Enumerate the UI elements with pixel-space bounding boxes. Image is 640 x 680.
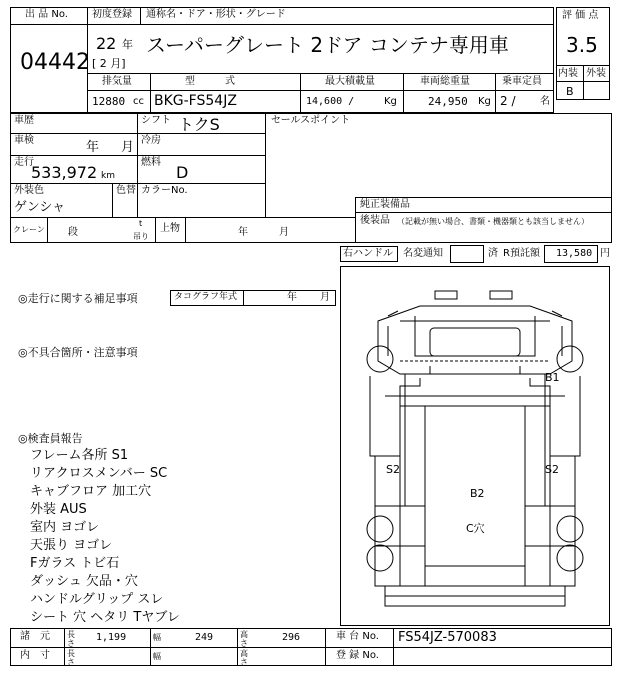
tachograph-year-unit: 年 <box>287 292 297 303</box>
truck-diagram <box>340 266 610 626</box>
color-change-label: 色替 <box>116 185 136 196</box>
gross-weight: 24,950 <box>428 95 468 108</box>
shift-value: トクS <box>178 115 220 134</box>
first-reg-month: [ 2 月] <box>92 57 126 70</box>
displacement-unit: cc <box>133 96 144 107</box>
crane-ton-unit: t <box>139 219 143 228</box>
color-label: 外装色 <box>14 185 44 196</box>
width-value: 249 <box>195 632 214 643</box>
gross-weight-unit: Kg <box>478 96 491 107</box>
capacity-unit: 名 <box>540 96 550 107</box>
width-label: 幅 <box>153 633 161 642</box>
inspector-line: リアクロスメンバー SC <box>30 466 168 481</box>
overall-grade: 3.5 <box>566 33 598 57</box>
fuel-value: D <box>176 163 189 182</box>
damage-b2: B2 <box>470 487 485 500</box>
gross-weight-label: 車両総重量 <box>420 76 470 87</box>
inspector-line: ハンドルグリップ スレ <box>30 592 164 607</box>
upper-month-unit: 月 <box>279 227 289 238</box>
max-load: 14,600 / <box>306 96 355 107</box>
inspector-line: ダッシュ 欠品・穴 <box>30 574 138 589</box>
inspector-line: 天張り ヨゴレ <box>30 538 113 553</box>
inner-height-label: 高さ <box>240 649 248 667</box>
damage-s2-left: S2 <box>386 463 400 476</box>
rhd-label: 右ハンドル <box>343 248 393 259</box>
displacement-label: 排気量 <box>102 76 132 87</box>
max-load-label: 最大積載量 <box>325 76 375 87</box>
model-name: スーパーグレート 2ドア コンテナ専用車 <box>146 33 509 57</box>
model-name-label: 通称名・ドア・形状・グレード <box>146 9 286 20</box>
shift-label: シフト <box>141 115 171 126</box>
damage-s2-right: S2 <box>545 463 559 476</box>
crane-hoist-unit: 吊り <box>133 232 149 241</box>
lot-no: 04442 <box>20 50 90 75</box>
specs-label: 諸 元 <box>20 631 50 642</box>
crane-stage-unit: 段 <box>68 227 78 238</box>
inspector-line: 外装 AUS <box>30 502 87 517</box>
mileage: 533,972 <box>31 163 98 182</box>
inspector-line: 室内 ヨゴレ <box>30 520 100 535</box>
name-change-label: 名変通知 <box>403 248 443 259</box>
recycle-unit: 円 <box>600 248 610 259</box>
registration-label: 登 録 No. <box>336 650 379 661</box>
length-value: 1,199 <box>96 632 127 643</box>
color-value: ゲンシャ <box>14 200 66 215</box>
tachograph-month-unit: 月 <box>320 292 330 303</box>
recycle-amount: 13,580 <box>556 248 593 259</box>
tachograph-label: タコグラフ年式 <box>174 292 238 302</box>
capacity: 2 / <box>500 94 516 108</box>
exterior-grade-label: 外装 <box>586 68 606 79</box>
defects-label: ◎不具合箇所・注意事項 <box>18 346 138 359</box>
inspector-line: Fガラス トビ石 <box>30 556 120 571</box>
length-label: 長さ <box>67 630 75 648</box>
fuel-label: 燃料 <box>141 157 161 168</box>
first-reg-year-unit: 年 <box>122 38 133 51</box>
name-change-box <box>450 245 484 263</box>
capacity-label: 乗車定員 <box>502 76 542 87</box>
chassis-no: FS54JZ-570083 <box>398 630 497 645</box>
height-label: 高さ <box>240 630 248 648</box>
inspection-month-unit: 月 <box>121 140 135 155</box>
damage-b1: B1 <box>545 371 560 384</box>
inspector-line: キャブフロア 加工穴 <box>30 484 152 499</box>
inspector-report-label: ◎検査員報告 <box>18 432 83 445</box>
mileage-label: 走行 <box>14 157 34 168</box>
lot-no-label: 出 品 No. <box>25 9 68 20</box>
inner-length-label: 長さ <box>67 649 75 667</box>
displacement: 12880 <box>92 95 126 108</box>
inspection-label: 車検 <box>14 135 34 146</box>
height-value: 296 <box>282 632 301 643</box>
damage-c-hole: C穴 <box>466 522 485 535</box>
first-reg-label: 初度登録 <box>92 9 132 20</box>
inspection-year-unit: 年 <box>86 140 100 155</box>
interior-grade: B <box>566 85 574 98</box>
std-equipment-label: 純正装備品 <box>360 199 410 210</box>
inspector-report-list <box>30 447 330 627</box>
aftermarket-label: 後装品 <box>360 215 390 226</box>
mileage-unit: km <box>101 171 115 181</box>
inner-dims-label: 内 寸 <box>20 650 50 661</box>
aftermarket-note: （記載が無い場合、書類・機器類とも該当しません） <box>397 217 589 226</box>
chassis-label: 車 台 No. <box>336 631 379 642</box>
inner-width-label: 幅 <box>153 652 161 661</box>
sales-point-label: セールスポイント <box>271 115 351 126</box>
recycle-label: R預託額 <box>503 248 540 259</box>
ac-label: 冷房 <box>141 135 161 146</box>
first-reg-year: 22 <box>96 34 117 53</box>
max-load-unit: Kg <box>384 96 397 107</box>
grade-label: 評 価 点 <box>562 10 599 21</box>
model-code-label: 型 式 <box>185 76 235 87</box>
upper-year-unit: 年 <box>238 227 248 238</box>
inspector-line: フレーム各所 S1 <box>30 448 129 463</box>
upper-body-label: 上物 <box>160 223 180 234</box>
deposit-mark: 済 <box>488 248 498 259</box>
model-code: BKG-FS54JZ <box>154 93 237 109</box>
color-no-label: カラーNo. <box>141 185 188 196</box>
history-label: 車歴 <box>14 115 34 126</box>
crane-label: クレーン <box>13 225 45 234</box>
driving-remarks-label: ◎走行に関する補足事項 <box>18 292 138 305</box>
interior-grade-label: 内装 <box>558 68 578 79</box>
inspector-line: シート 穴 ヘタリ Tヤブレ <box>30 610 180 625</box>
